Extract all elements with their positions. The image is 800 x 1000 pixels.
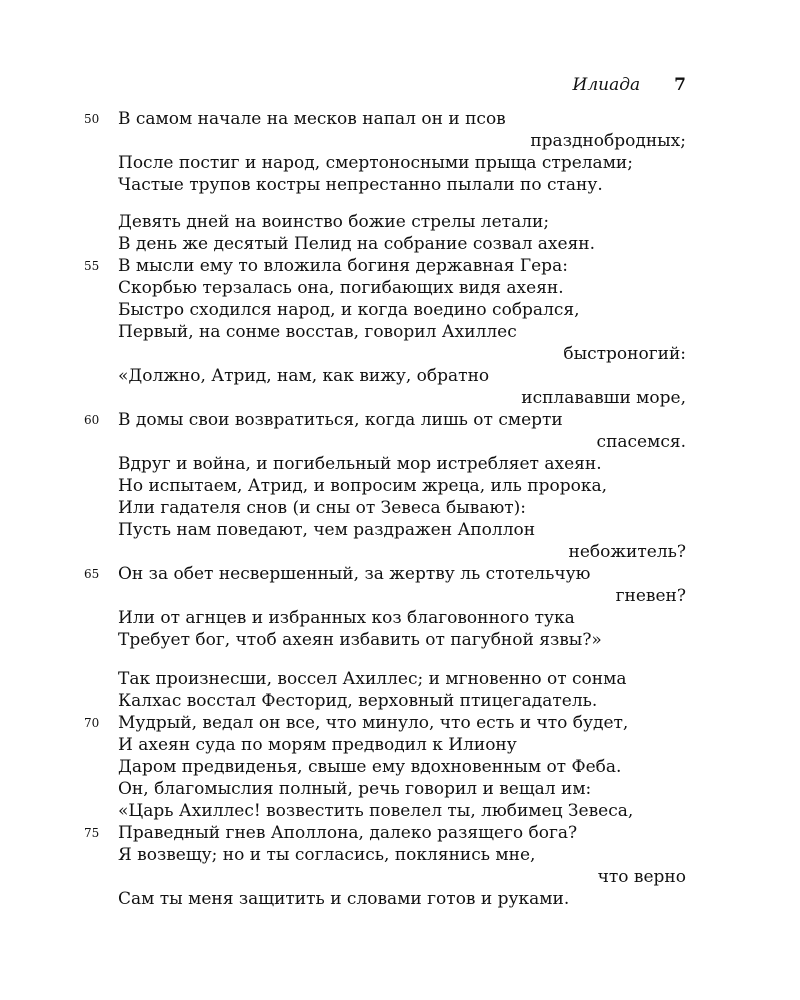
verse-line: Быстро сходился народ, и когда воедино собрался,	[118, 300, 580, 320]
verse-line: Он за обет несвершенный, за жертву ль стотельчую	[118, 564, 591, 584]
verse-line: В самом начале на месков напал он и псов	[118, 109, 506, 129]
verse-line-continuation: празднобродных;	[530, 131, 686, 151]
verse-line: В домы свои возвратиться, когда лишь от смерти	[118, 410, 563, 430]
verse-line: И ахеян суда по морям предводил к Илиону	[118, 735, 517, 755]
verse-line: Я возвещу; но и ты согласись, поклянись мне,	[118, 845, 536, 865]
line-number-60: 60	[84, 413, 100, 427]
verse-line: Или гадателя снов (и сны от Зевеса бывают):	[118, 498, 527, 518]
running-head-title: Илиада	[572, 75, 641, 95]
verse-line: Или от агнцев и избранных коз благовонного тука	[118, 608, 575, 628]
verse-line-continuation: исплававши море,	[521, 388, 686, 408]
verse-line: Так произнесши, воссел Ахиллес; и мгновенно от сонма	[118, 669, 627, 689]
verse-line: Пусть нам поведают, чем раздражен Аполлон	[118, 520, 536, 540]
verse-line-continuation: что верно	[597, 867, 686, 887]
verse-line: Вдруг и война, и погибельный мор истребляет ахеян.	[118, 454, 602, 474]
line-number-50: 50	[84, 112, 100, 126]
page-number: 7	[674, 75, 686, 95]
verse-line: Мудрый, ведал он все, что минуло, что есть и что будет,	[118, 713, 629, 733]
verse-line: Калхас восстал Фесторид, верховный птицегадатель.	[118, 691, 598, 711]
line-number-70: 70	[84, 716, 100, 730]
running-head	[573, 74, 687, 96]
verse-line: В день же десятый Пелид на собрание созвал ахеян.	[118, 234, 596, 254]
line-number-55: 55	[84, 259, 100, 273]
verse-line: Первый, на сонме восстав, говорил Ахиллес	[118, 322, 517, 342]
verse-line-continuation: спасемся.	[596, 432, 686, 452]
verse-line-continuation: быстроногий:	[563, 344, 686, 364]
verse-line: Скорбью терзалась она, погибающих видя ахеян.	[118, 278, 564, 298]
verse-line: Праведный гнев Аполлона, далеко разящего бога?	[118, 823, 578, 843]
verse-line: Даром предвиденья, свыше ему вдохновенным от Феба.	[118, 757, 622, 777]
verse-line: «Должно, Атрид, нам, как вижу, обратно	[118, 366, 490, 386]
verse-line: Требует бог, чтоб ахеян избавить от пагубной язвы?»	[118, 630, 602, 650]
verse-line: «Царь Ахиллес! возвестить повелел ты, любимец Зевеса,	[118, 801, 634, 821]
verse-line-continuation: гневен?	[615, 586, 686, 606]
verse-line: Частые трупов костры непрестанно пылали по стану.	[118, 175, 603, 195]
verse-line: В мысли ему то вложила богиня державная Гера:	[118, 256, 568, 276]
verse-line: После постиг и народ, смертоносными прыща стрелами;	[118, 153, 633, 173]
verse-line: Но испытаем, Атрид, и вопросим жреца, иль пророка,	[118, 476, 608, 496]
verse-line: Сам ты меня защитить и словами готов и руками.	[118, 889, 570, 909]
verse-line-continuation: небожитель?	[568, 542, 686, 562]
line-number-65: 65	[84, 567, 100, 581]
verse-line: Он, благомыслия полный, речь говорил и вещал им:	[118, 779, 592, 799]
line-number-75: 75	[84, 826, 100, 840]
verse-line: Девять дней на воинство божие стрелы летали;	[118, 212, 550, 232]
